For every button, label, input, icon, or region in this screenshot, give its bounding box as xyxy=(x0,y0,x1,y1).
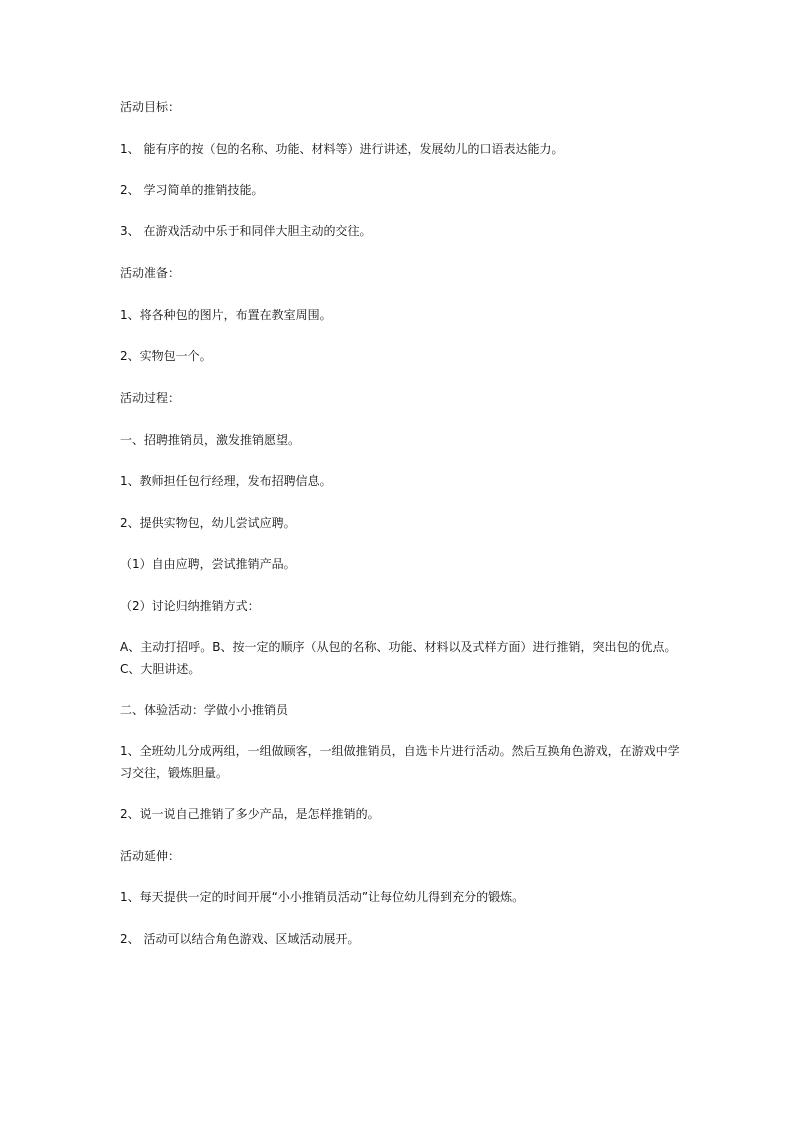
section-heading-goals: 活动目标： xyxy=(120,100,181,114)
goal-item-1: 1、 能有序的按（包的名称、功能、材料等）进行讲述，发展幼儿的口语表达能力。 xyxy=(120,142,564,156)
process-item-1: 1、教师担任包行经理，发布招聘信息。 xyxy=(120,474,332,488)
section-heading-preparation: 活动准备： xyxy=(120,266,181,280)
section-heading-process: 活动过程： xyxy=(120,391,181,405)
process-subitem-1: （1）自由应聘，尝试推销产品。 xyxy=(120,557,296,571)
process-item-2: 2、提供实物包，幼儿尝试应聘。 xyxy=(120,516,296,530)
process-step-two: 二、体验活动：学做小小推销员 xyxy=(120,703,289,717)
process-methods: A、主动打招呼。B、按一定的顺序（从包的名称、功能、材料以及式样方面）进行推销，突出包的优点。C、大胆讲述。 xyxy=(120,640,677,676)
goal-item-3: 3、 在游戏活动中乐于和同伴大胆主动的交往。 xyxy=(120,224,372,238)
extension-item-1: 1、每天提供一定的时间开展“小小推销员活动”让每位幼儿得到充分的锻炼。 xyxy=(120,890,525,904)
experience-item-1: 1、全班幼儿分成两组，一组做顾客，一组做推销员，自选卡片进行活动。然后互换角色游戏，在游戏中学习交往，锻炼胆量。 xyxy=(120,744,680,780)
process-step-one: 一、招聘推销员，激发推销愿望。 xyxy=(120,433,301,447)
goal-item-2: 2、 学习简单的推销技能。 xyxy=(120,183,264,197)
process-subitem-2: （2）讨论归纳推销方式： xyxy=(120,599,260,613)
preparation-item-1: 1、将各种包的图片，布置在教室周围。 xyxy=(120,308,332,322)
experience-item-2: 2、说一说自己推销了多少产品，是怎样推销的。 xyxy=(120,807,380,821)
extension-item-2: 2、 活动可以结合角色游戏、区域活动展开。 xyxy=(120,932,360,946)
section-heading-extension: 活动延伸： xyxy=(120,849,181,863)
preparation-item-2: 2、实物包一个。 xyxy=(120,349,212,363)
